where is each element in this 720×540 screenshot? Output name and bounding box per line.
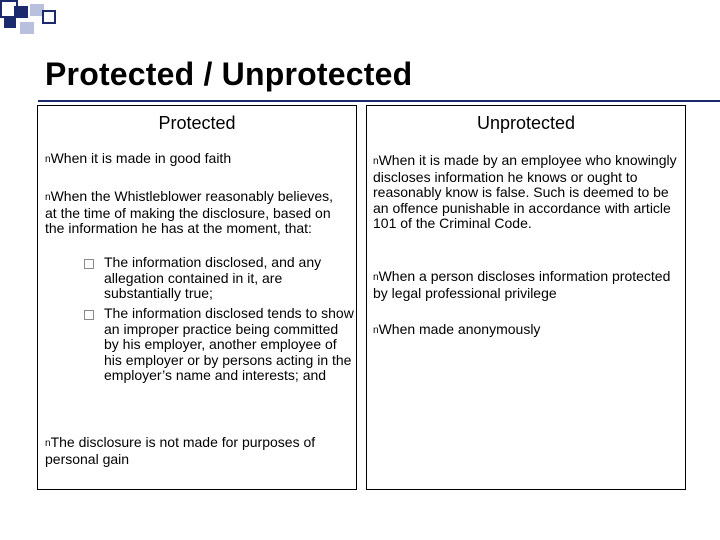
slide-title: Protected / Unprotected [45,56,413,92]
decorative-square [20,22,34,34]
protected-heading: Protected [158,113,236,133]
unprotected-heading: Unprotected [476,113,576,133]
unprotected-item: nWhen made anonymously [373,321,541,337]
title-underline [38,100,720,102]
protected-sub-item: The information disclosed tends to show an improper practice being committed by his employer, another employee of his employer or by persons acting in the employer’s name and interests; and [104,305,354,383]
protected-sub-item: The information disclosed, and any allegation contained in it, are substantially true; [104,254,322,301]
square-bullet-icon: n [373,272,379,283]
protected-item: nWhen it is made in good faith [45,150,232,166]
unprotected-item: nWhen a person discloses information protected by legal professional privilege [373,268,671,301]
checkbox-bullet-icon [84,310,94,320]
square-bullet-icon: n [45,438,51,449]
square-bullet-icon: n [45,192,51,203]
square-bullet-icon: n [373,325,379,336]
protected-item: nWhen the Whistleblower reasonably believes, at the time of making the disclosure, based on the information he has at the moment, that: [45,188,334,236]
unprotected-item: nWhen it is made by an employee who knowingly discloses information he knows or ought to reasonably know is false. Such is deemed to be an offence punishable in accordance with article 101 of the Criminal Code. [373,152,677,231]
protected-item: nThe disclosure is not made for purposes of personal gain [45,434,316,467]
decorative-square [14,6,28,18]
square-bullet-icon: n [373,156,379,167]
square-bullet-icon: n [45,154,51,165]
protected-panel [37,105,357,490]
decorative-square [42,10,56,24]
decorative-square [4,16,16,28]
unprotected-panel [366,105,686,490]
checkbox-bullet-icon [84,259,94,269]
